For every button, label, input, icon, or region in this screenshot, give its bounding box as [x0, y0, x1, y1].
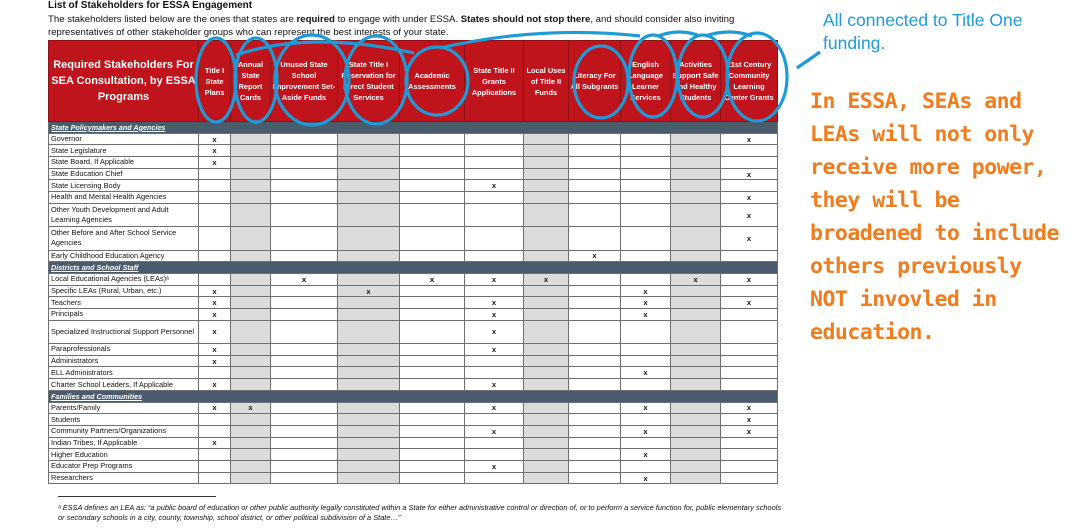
checkmark-cell: x	[621, 402, 671, 414]
row-label: Health and Mental Health Agencies	[49, 192, 199, 204]
row-label: Specialized Instructional Support Personnel	[49, 320, 199, 343]
checkmark-cell: x	[621, 425, 671, 437]
connector-line	[440, 32, 640, 48]
checkmark-cell: x	[621, 309, 671, 321]
checkmark-cell: x	[338, 285, 400, 297]
highlight-circle	[629, 35, 677, 117]
orange-callout: In ESSA, SEAs and LEAs will not only receive more power, they will be broadened to include others previously NOT invovled in education.	[810, 89, 1059, 345]
table-corner-header: Required Stakeholders For SEA Consultation, by ESSA Programs	[49, 41, 199, 122]
checkmark-cell: x	[199, 145, 231, 157]
intro-text-1: The stakeholders listed below are the ones that states are	[48, 14, 297, 25]
checkmark-cell: x	[199, 402, 231, 414]
checkmark-cell: x	[721, 227, 778, 250]
checkmark-cell: x	[721, 203, 778, 226]
intro-bold-should-not-stop: States should not stop there	[460, 14, 591, 25]
checkmark-cell: x	[671, 273, 721, 285]
checkmark-cell: x	[465, 180, 524, 192]
footnote: ᵃ ESSA defines an LEA as: “a public board of education or other public authority legally constituted within a State for either administrative control or direction of, or to perform a service function for, public elementary schools or secondary schools in a city, county, township, school district, or other political subdivision of a State…”	[58, 503, 782, 522]
row-label: State Licensing Body	[49, 180, 199, 192]
intro-text-3: , and should consider also inviting representatives of other stakeholder groups who can represent the best interests of your state.	[48, 14, 735, 38]
intro-text-2: to engage with under ESSA.	[334, 14, 461, 25]
checkmark-cell: x	[199, 133, 231, 145]
checkmark-cell: x	[231, 402, 271, 414]
checkmark-cell: x	[465, 320, 524, 343]
section-label: Families and Communities	[49, 390, 778, 402]
column-header: English Language Learner Services	[621, 41, 671, 122]
highlight-circle	[678, 35, 728, 117]
row-label: Principals	[49, 309, 199, 321]
checkmark-cell: x	[621, 472, 671, 484]
checkmark-cell: x	[465, 379, 524, 391]
document-title: List of Stakeholders for ESSA Engagement	[48, 0, 253, 11]
checkmark-cell: x	[199, 379, 231, 391]
row-label: Parents/Family	[49, 402, 199, 414]
row-label: Governor	[49, 133, 199, 145]
checkmark-cell: x	[721, 402, 778, 414]
row-label: State Legislature	[49, 145, 199, 157]
highlight-circle	[275, 35, 349, 125]
column-header: Literacy For All Subgrants	[569, 41, 621, 122]
checkmark-cell: x	[524, 273, 569, 285]
column-header: Annual State Report Cards	[231, 41, 271, 122]
row-label: Teachers	[49, 297, 199, 309]
checkmark-cell: x	[465, 402, 524, 414]
row-label: Local Educational Agencies (LEAs)ᵃ	[49, 273, 199, 285]
row-label: Specific LEAs (Rural, Urban, etc.)	[49, 285, 199, 297]
checkmark-cell: x	[721, 297, 778, 309]
checkmark-cell: x	[199, 355, 231, 367]
column-header: Title I State Plans	[199, 41, 231, 122]
column-header: Activities Support Safe and Healthy Students	[671, 41, 721, 122]
row-label: Educator Prep Programs	[49, 460, 199, 472]
checkmark-cell: x	[721, 425, 778, 437]
checkmark-cell: x	[199, 320, 231, 343]
checkmark-cell: x	[199, 297, 231, 309]
checkmark-cell: x	[400, 273, 465, 285]
checkmark-cell: x	[721, 414, 778, 426]
column-header: Unused State School Improvement Set-Aside Funds	[271, 41, 338, 122]
connector-line	[236, 42, 414, 55]
row-label: ELL Administrators	[49, 367, 199, 379]
connector-line	[797, 52, 820, 68]
row-label: Researchers	[49, 472, 199, 484]
checkmark-cell: x	[721, 168, 778, 180]
row-label: Community Partners/Organizations	[49, 425, 199, 437]
checkmark-cell: x	[199, 309, 231, 321]
column-header: 21st Century Community Learning Center Grants	[721, 41, 778, 122]
blue-callout: All connected to Title One funding.	[823, 10, 1023, 53]
checkmark-cell: x	[465, 309, 524, 321]
checkmark-cell: x	[621, 285, 671, 297]
column-header: State Title I Reservation for Direct Student Services	[338, 41, 400, 122]
checkmark-cell: x	[465, 425, 524, 437]
intro-bold-required: required	[296, 14, 335, 25]
checkmark-cell: x	[199, 344, 231, 356]
checkmark-cell: x	[721, 133, 778, 145]
row-label: Other Youth Development and Adult Learning Agencies	[49, 203, 199, 226]
highlight-circle	[406, 47, 468, 115]
connector-line	[705, 32, 752, 36]
row-label: Indian Tribes, If Applicable	[49, 437, 199, 449]
checkmark-cell: x	[199, 285, 231, 297]
checkmark-cell: x	[465, 297, 524, 309]
connector-line	[658, 32, 700, 36]
section-label: Districts and School Staff	[49, 262, 778, 274]
checkmark-cell: x	[271, 273, 338, 285]
checkmark-cell: x	[621, 367, 671, 379]
checkmark-cell: x	[721, 273, 778, 285]
column-header: Academic Assessments	[400, 41, 465, 122]
checkmark-cell: x	[569, 250, 621, 262]
highlight-circle	[196, 38, 236, 122]
row-label: Students	[49, 414, 199, 426]
checkmark-cell: x	[465, 460, 524, 472]
row-label: Paraprofessionals	[49, 344, 199, 356]
row-label: Early Childhood Education Agency	[49, 250, 199, 262]
checkmark-cell: x	[621, 297, 671, 309]
row-label: Charter School Leaders, If Applicable	[49, 379, 199, 391]
checkmark-cell: x	[199, 157, 231, 169]
column-header: State Title II Grants Applications	[465, 41, 524, 122]
checkmark-cell: x	[465, 344, 524, 356]
row-label: Higher Education	[49, 449, 199, 461]
checkmark-cell: x	[621, 449, 671, 461]
row-label: Administrators	[49, 355, 199, 367]
highlight-circle	[727, 33, 787, 121]
highlight-circle	[574, 46, 628, 118]
row-label: State Education Chief	[49, 168, 199, 180]
checkmark-cell: x	[465, 273, 524, 285]
checkmark-cell: x	[721, 192, 778, 204]
row-label: State Board, If Applicable	[49, 157, 199, 169]
row-label: Other Before and After School Service Agencies	[49, 227, 199, 250]
section-label: State Policymakers and Agencies	[49, 122, 778, 134]
checkmark-cell: x	[199, 437, 231, 449]
column-header: Local Uses of Title II Funds	[524, 41, 569, 122]
